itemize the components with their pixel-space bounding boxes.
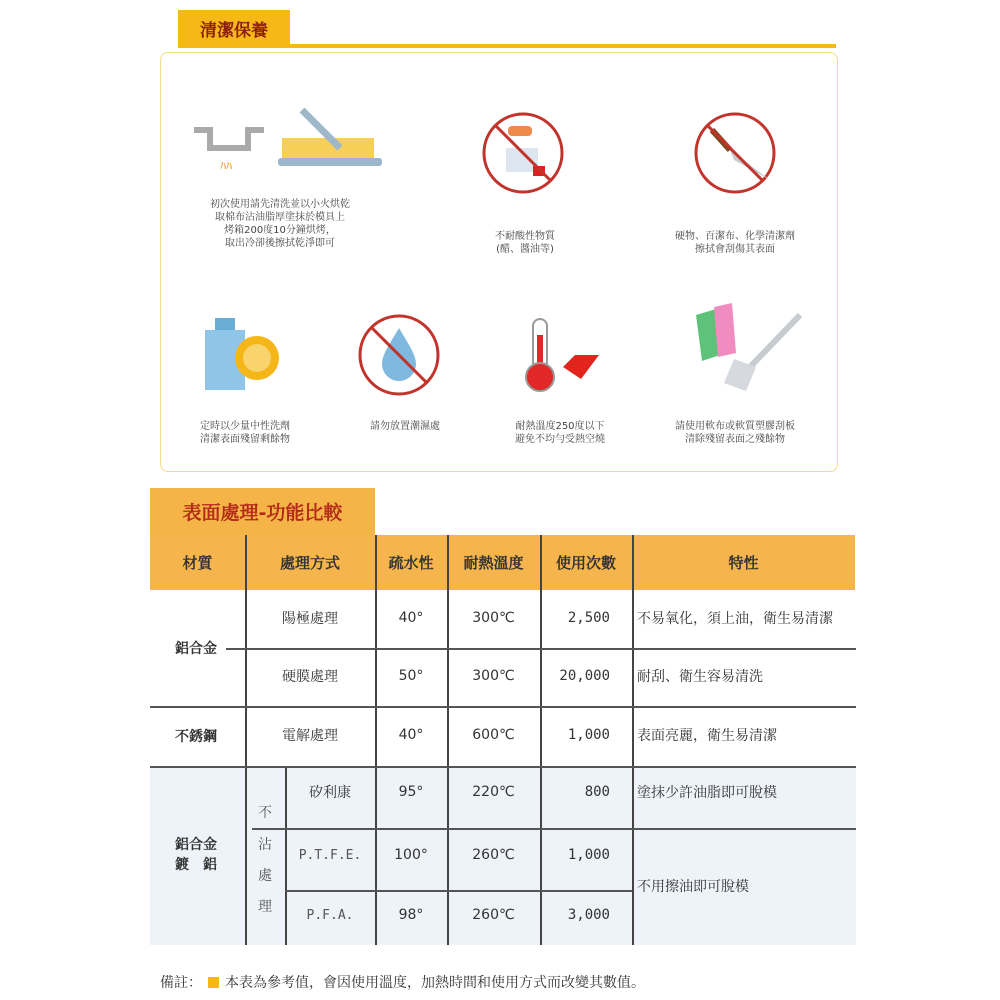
care-caption: 硬物、百潔布、化學清潔劑 擦拭會刮傷其表面 — [675, 231, 795, 255]
cell-method: 矽利康 — [309, 785, 351, 801]
cell-hydrophobic: 98° — [398, 907, 424, 923]
cell-method: 陽極處理 — [282, 611, 338, 627]
care-caption: 不耐酸性物質 (醋、醬油等) — [495, 231, 555, 255]
cell-heat: 260℃ — [472, 847, 515, 863]
header-hydrophobic: 疏水性 — [375, 535, 447, 590]
cell-hydrophobic: 95° — [398, 784, 424, 800]
thermometer-icon — [515, 315, 605, 400]
no-knife-icon — [690, 108, 780, 198]
cell-method: P.T.F.E. — [298, 847, 362, 863]
header-material: 材質 — [150, 535, 245, 590]
header-method: 處理方式 — [245, 535, 375, 590]
nonstick-label: 理 — [258, 899, 272, 915]
note-text: 本表為參考值，會因使用溫度，加熱時間和使用方式而改變其數值。 — [225, 975, 645, 991]
grid-line — [226, 648, 856, 650]
cell-hydrophobic: 50° — [398, 668, 424, 684]
cell-heat: 300℃ — [472, 668, 515, 684]
cell-hydrophobic: 40° — [398, 727, 424, 743]
cell-method: 硬膜處理 — [282, 669, 338, 685]
cell-feature: 耐刮、衛生容易清洗 — [637, 669, 763, 685]
title-underline — [178, 44, 836, 48]
cell-uses: 800 — [584, 784, 610, 800]
grid-line — [252, 828, 856, 830]
cell-uses: 1,000 — [567, 727, 610, 743]
no-acid-icon — [478, 108, 568, 198]
grid-line — [150, 706, 856, 708]
cell-hydrophobic: 100° — [394, 847, 428, 863]
no-water-icon — [354, 310, 444, 400]
material-aluminum: 鋁合金 — [175, 641, 217, 657]
grid-line — [150, 766, 856, 768]
care-caption: 請勿放置潮濕處 — [370, 421, 440, 432]
care-caption: 初次使用請先清洗並以小火烘乾 取棉布沾油脂厚塗抹於模具上 烤箱200度10分鐘烘烤， 取出冷卻後擦拭乾淨即可 — [210, 199, 350, 249]
header-uses: 使用次數 — [540, 535, 632, 590]
cell-heat: 260℃ — [472, 907, 515, 923]
cell-feature: 表面亮麗，衛生易清潔 — [637, 728, 777, 744]
footnote — [160, 972, 645, 992]
header-feature: 特性 — [632, 535, 855, 590]
nonstick-label: 沾 — [258, 837, 272, 853]
detergent-icon — [195, 310, 295, 395]
header-heat: 耐熱溫度 — [447, 535, 540, 590]
compare-title: 表面處理-功能比較 — [150, 488, 375, 535]
care-title: 清潔保養 — [178, 10, 290, 46]
bullet-square-icon — [208, 977, 219, 988]
cell-method: P.F.A. — [306, 907, 354, 923]
care-caption: 定時以少量中性洗劑 清潔表面殘留剩餘物 — [200, 421, 290, 445]
care-caption: 耐熱溫度250度以下 避免不均勻受熱空燒 — [515, 421, 605, 445]
oven-butter-icon — [190, 108, 390, 173]
nonstick-label: 不 — [258, 805, 272, 821]
note-label: 備註： — [160, 975, 202, 991]
cell-feature: 塗抹少許油脂即可脫模 — [637, 785, 777, 801]
cell-heat: 600℃ — [472, 727, 515, 743]
grid-line — [285, 890, 632, 892]
cell-uses: 2,500 — [567, 610, 610, 626]
material-aluminized: 鋁合金 鍍 鋁 — [175, 837, 217, 873]
cell-feature: 不用擦油即可脫模 — [637, 879, 749, 895]
cell-heat: 300℃ — [472, 610, 515, 626]
cell-uses: 1,000 — [567, 847, 610, 863]
nonstick-label: 處 — [258, 868, 272, 884]
cell-method: 電解處理 — [282, 728, 338, 744]
care-caption: 請使用軟布或軟質塑膠刮板 清除殘留表面之殘餘物 — [675, 421, 795, 445]
material-stainless: 不銹鋼 — [175, 729, 217, 745]
svg-text:ﾊﾊ: ﾊﾊ — [220, 159, 233, 173]
cell-hydrophobic: 40° — [398, 610, 424, 626]
grid-line — [632, 535, 634, 945]
cell-uses: 20,000 — [559, 668, 610, 684]
cell-uses: 3,000 — [567, 907, 610, 923]
cell-heat: 220℃ — [472, 784, 515, 800]
cell-feature: 不易氧化，須上油，衛生易清潔 — [637, 611, 833, 627]
cloth-spatula-icon — [690, 295, 810, 395]
